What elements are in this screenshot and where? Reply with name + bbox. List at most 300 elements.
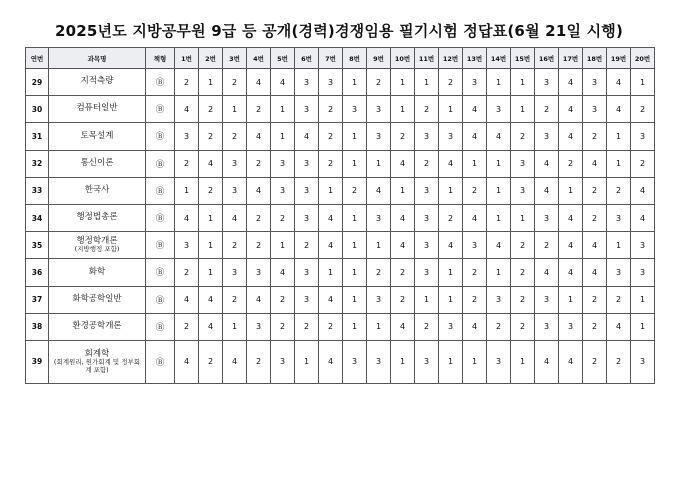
booklet-type: Ⓑ bbox=[146, 204, 175, 231]
answer-cell: 1 bbox=[487, 150, 511, 177]
answer-cell: 2 bbox=[607, 177, 631, 204]
answer-cell: 2 bbox=[199, 96, 223, 123]
answer-cell: 2 bbox=[391, 259, 415, 286]
subject-id: 29 bbox=[26, 69, 49, 96]
answer-cell: 1 bbox=[607, 123, 631, 150]
answer-cell: 1 bbox=[487, 69, 511, 96]
answer-cell: 3 bbox=[319, 69, 343, 96]
answer-cell: 2 bbox=[583, 204, 607, 231]
answer-cell: 4 bbox=[583, 259, 607, 286]
answer-cell: 2 bbox=[343, 177, 367, 204]
answer-cell: 1 bbox=[343, 69, 367, 96]
answer-cell: 2 bbox=[319, 96, 343, 123]
answer-cell: 3 bbox=[223, 259, 247, 286]
answer-cell: 3 bbox=[271, 150, 295, 177]
answer-cell: 2 bbox=[511, 259, 535, 286]
answer-cell: 4 bbox=[367, 177, 391, 204]
answer-cell: 4 bbox=[559, 340, 583, 383]
answer-cell: 4 bbox=[487, 232, 511, 259]
subject-name: 화학공학일반 bbox=[72, 293, 122, 304]
answer-cell: 4 bbox=[535, 340, 559, 383]
answer-cell: 2 bbox=[631, 150, 655, 177]
col-header-question-14: 14번 bbox=[487, 48, 511, 69]
col-header-question-13: 13번 bbox=[463, 48, 487, 69]
answer-cell: 1 bbox=[511, 96, 535, 123]
subject-name-cell bbox=[49, 340, 146, 383]
answer-cell: 3 bbox=[535, 204, 559, 231]
col-header-question-11: 11번 bbox=[415, 48, 439, 69]
answer-cell: 1 bbox=[415, 69, 439, 96]
answer-cell: 3 bbox=[487, 96, 511, 123]
table-row bbox=[26, 204, 655, 231]
answer-cell: 4 bbox=[391, 204, 415, 231]
table-row bbox=[26, 259, 655, 286]
answer-cell: 1 bbox=[343, 313, 367, 340]
subject-name-cell bbox=[49, 177, 146, 204]
answer-cell: 2 bbox=[415, 96, 439, 123]
answer-cell: 1 bbox=[607, 232, 631, 259]
answer-cell: 1 bbox=[511, 340, 535, 383]
answer-cell: 1 bbox=[391, 177, 415, 204]
answer-cell: 4 bbox=[583, 150, 607, 177]
answer-cell: 3 bbox=[631, 123, 655, 150]
answer-cell: 1 bbox=[559, 177, 583, 204]
answer-cell: 1 bbox=[439, 259, 463, 286]
answer-cell: 4 bbox=[391, 232, 415, 259]
answer-cell: 1 bbox=[463, 150, 487, 177]
answer-cell: 2 bbox=[463, 177, 487, 204]
answer-cell: 1 bbox=[487, 204, 511, 231]
table-row bbox=[26, 123, 655, 150]
answer-cell: 2 bbox=[535, 232, 559, 259]
answer-cell: 3 bbox=[247, 259, 271, 286]
answer-cell: 1 bbox=[343, 123, 367, 150]
subject-id: 32 bbox=[26, 150, 49, 177]
answer-cell: 4 bbox=[175, 286, 199, 313]
subject-name: 한국사 bbox=[84, 184, 110, 195]
answer-cell: 2 bbox=[247, 150, 271, 177]
answer-cell: 2 bbox=[511, 123, 535, 150]
answer-cell: 4 bbox=[271, 259, 295, 286]
answer-cell: 2 bbox=[511, 232, 535, 259]
answer-cell: 2 bbox=[511, 286, 535, 313]
answer-cell: 4 bbox=[319, 232, 343, 259]
answer-cell: 2 bbox=[247, 232, 271, 259]
answer-cell: 3 bbox=[511, 177, 535, 204]
answer-cell: 1 bbox=[343, 150, 367, 177]
booklet-type: Ⓑ bbox=[146, 286, 175, 313]
answer-cell: 3 bbox=[607, 259, 631, 286]
answer-cell: 2 bbox=[247, 204, 271, 231]
subject-name: 통신이론 bbox=[80, 157, 114, 168]
answer-cell: 1 bbox=[295, 340, 319, 383]
col-header-question-3: 3번 bbox=[223, 48, 247, 69]
answer-cell: 4 bbox=[463, 96, 487, 123]
subject-id: 36 bbox=[26, 259, 49, 286]
answer-cell: 3 bbox=[415, 259, 439, 286]
answer-cell: 2 bbox=[271, 204, 295, 231]
answer-cell: 1 bbox=[631, 313, 655, 340]
answer-cell: 4 bbox=[559, 232, 583, 259]
booklet-type: Ⓑ bbox=[146, 150, 175, 177]
col-header-question-16: 16번 bbox=[535, 48, 559, 69]
col-header-question-1: 1번 bbox=[175, 48, 199, 69]
answer-cell: 1 bbox=[631, 69, 655, 96]
answer-cell: 1 bbox=[511, 69, 535, 96]
answer-cell: 4 bbox=[247, 177, 271, 204]
answer-cell: 2 bbox=[319, 150, 343, 177]
table-row bbox=[26, 232, 655, 259]
subject-name: 환경공학개론 bbox=[72, 320, 122, 331]
answer-cell: 1 bbox=[271, 96, 295, 123]
subject-name: 화학 bbox=[88, 266, 106, 277]
answer-cell: 1 bbox=[223, 313, 247, 340]
answer-cell: 3 bbox=[295, 286, 319, 313]
answer-cell: 4 bbox=[247, 123, 271, 150]
answer-cell: 2 bbox=[583, 123, 607, 150]
col-header-booklet: 책형 bbox=[146, 48, 175, 69]
subject-name-cell bbox=[49, 69, 146, 96]
subject-id: 33 bbox=[26, 177, 49, 204]
answer-cell: 1 bbox=[391, 96, 415, 123]
subject-name-cell bbox=[49, 96, 146, 123]
subject-id: 35 bbox=[26, 232, 49, 259]
col-header-question-7: 7번 bbox=[319, 48, 343, 69]
answer-cell: 4 bbox=[607, 69, 631, 96]
answer-cell: 3 bbox=[511, 150, 535, 177]
header-row bbox=[26, 48, 655, 69]
answer-cell: 4 bbox=[247, 286, 271, 313]
col-header-question-9: 9번 bbox=[367, 48, 391, 69]
answer-cell: 4 bbox=[175, 96, 199, 123]
answer-cell: 1 bbox=[367, 313, 391, 340]
answer-cell: 3 bbox=[463, 69, 487, 96]
answer-cell: 1 bbox=[271, 123, 295, 150]
answer-cell: 3 bbox=[295, 177, 319, 204]
answer-cell: 2 bbox=[175, 313, 199, 340]
answer-cell: 3 bbox=[631, 259, 655, 286]
answer-cell: 4 bbox=[559, 123, 583, 150]
answer-cell: 1 bbox=[343, 259, 367, 286]
booklet-type: Ⓑ bbox=[146, 123, 175, 150]
table-row bbox=[26, 177, 655, 204]
answer-cell: 3 bbox=[367, 340, 391, 383]
answer-cell: 3 bbox=[343, 96, 367, 123]
answer-cell: 2 bbox=[463, 286, 487, 313]
answer-cell: 1 bbox=[319, 259, 343, 286]
answer-cell: 1 bbox=[199, 204, 223, 231]
answer-cell: 1 bbox=[343, 232, 367, 259]
answer-cell: 1 bbox=[271, 232, 295, 259]
subject-name: 컴퓨터일반 bbox=[76, 103, 118, 114]
answer-cell: 4 bbox=[607, 313, 631, 340]
subject-name: 행정법총론 bbox=[76, 212, 118, 223]
answer-cell: 2 bbox=[535, 96, 559, 123]
answer-cell: 1 bbox=[343, 204, 367, 231]
answer-cell: 2 bbox=[463, 259, 487, 286]
col-header-question-10: 10번 bbox=[391, 48, 415, 69]
answer-cell: 3 bbox=[175, 232, 199, 259]
answer-cell: 3 bbox=[223, 177, 247, 204]
booklet-type: Ⓑ bbox=[146, 69, 175, 96]
answer-cell: 2 bbox=[415, 150, 439, 177]
answer-cell: 1 bbox=[511, 204, 535, 231]
answer-cell: 2 bbox=[511, 313, 535, 340]
answer-cell: 4 bbox=[439, 150, 463, 177]
subject-id: 37 bbox=[26, 286, 49, 313]
answer-cell: 1 bbox=[391, 340, 415, 383]
answer-cell: 2 bbox=[583, 177, 607, 204]
answer-cell: 2 bbox=[271, 313, 295, 340]
answer-cell: 2 bbox=[223, 286, 247, 313]
subject-name: 토목설계 bbox=[80, 130, 114, 141]
table-body bbox=[26, 69, 655, 384]
col-header-question-17: 17번 bbox=[559, 48, 583, 69]
answer-cell: 2 bbox=[175, 259, 199, 286]
answer-cell: 2 bbox=[199, 123, 223, 150]
answer-cell: 3 bbox=[367, 204, 391, 231]
subject-id: 38 bbox=[26, 313, 49, 340]
subject-name-cell bbox=[49, 259, 146, 286]
answer-cell: 1 bbox=[487, 177, 511, 204]
answer-cell: 4 bbox=[631, 204, 655, 231]
answer-cell: 2 bbox=[175, 69, 199, 96]
answer-cell: 1 bbox=[343, 286, 367, 313]
answer-cell: 4 bbox=[319, 204, 343, 231]
answer-cell: 4 bbox=[463, 204, 487, 231]
answer-cell: 3 bbox=[439, 313, 463, 340]
answer-cell: 2 bbox=[607, 286, 631, 313]
answer-cell: 4 bbox=[559, 96, 583, 123]
answer-cell: 4 bbox=[559, 259, 583, 286]
answer-cell: 2 bbox=[295, 313, 319, 340]
answer-cell: 2 bbox=[271, 286, 295, 313]
subject-name-cell bbox=[49, 313, 146, 340]
answer-cell: 3 bbox=[631, 232, 655, 259]
answer-cell: 2 bbox=[607, 340, 631, 383]
answer-cell: 1 bbox=[415, 286, 439, 313]
answer-cell: 3 bbox=[295, 259, 319, 286]
col-header-question-8: 8번 bbox=[343, 48, 367, 69]
answer-cell: 2 bbox=[199, 177, 223, 204]
answer-cell: 1 bbox=[439, 177, 463, 204]
table-row bbox=[26, 340, 655, 383]
subject-name-cell bbox=[49, 150, 146, 177]
answer-cell: 4 bbox=[439, 232, 463, 259]
answer-cell: 4 bbox=[535, 259, 559, 286]
col-header-question-12: 12번 bbox=[439, 48, 463, 69]
answer-cell: 1 bbox=[391, 69, 415, 96]
col-header-question-5: 5번 bbox=[271, 48, 295, 69]
col-header-question-20: 20번 bbox=[631, 48, 655, 69]
answer-cell: 2 bbox=[367, 259, 391, 286]
answer-cell: 3 bbox=[295, 96, 319, 123]
page-title: 2025년도 지방공무원 9급 등 공개(경력)경쟁임용 필기시험 정답표(6월 21일 시행) bbox=[54, 22, 624, 40]
answer-cell: 3 bbox=[535, 69, 559, 96]
answer-cell: 3 bbox=[535, 286, 559, 313]
answer-cell: 1 bbox=[487, 259, 511, 286]
answer-cell: 4 bbox=[559, 204, 583, 231]
subject-id: 30 bbox=[26, 96, 49, 123]
answer-cell: 2 bbox=[631, 96, 655, 123]
subject-name: 지적측량 bbox=[80, 76, 114, 87]
col-header-subject-id: 연번 bbox=[26, 48, 49, 69]
answer-cell: 2 bbox=[583, 286, 607, 313]
booklet-type: Ⓑ bbox=[146, 340, 175, 383]
answer-cell: 3 bbox=[415, 232, 439, 259]
answer-cell: 4 bbox=[535, 150, 559, 177]
subject-name-cell bbox=[49, 232, 146, 259]
answer-cell: 2 bbox=[223, 123, 247, 150]
answer-cell: 3 bbox=[415, 177, 439, 204]
answer-cell: 3 bbox=[535, 313, 559, 340]
booklet-type: Ⓑ bbox=[146, 96, 175, 123]
answer-cell: 1 bbox=[223, 96, 247, 123]
answer-cell: 4 bbox=[175, 204, 199, 231]
answer-cell: 4 bbox=[199, 286, 223, 313]
answer-cell: 3 bbox=[487, 286, 511, 313]
answer-cell: 3 bbox=[367, 96, 391, 123]
answer-cell: 4 bbox=[583, 232, 607, 259]
answer-cell: 3 bbox=[271, 340, 295, 383]
answer-cell: 2 bbox=[223, 232, 247, 259]
answer-cell: 2 bbox=[247, 340, 271, 383]
answer-cell: 3 bbox=[535, 123, 559, 150]
subject-id: 34 bbox=[26, 204, 49, 231]
subject-name-cell bbox=[49, 123, 146, 150]
answer-cell: 3 bbox=[271, 177, 295, 204]
answer-cell: 2 bbox=[319, 123, 343, 150]
answer-cell: 1 bbox=[367, 150, 391, 177]
answer-cell: 1 bbox=[199, 259, 223, 286]
answer-cell: 2 bbox=[247, 96, 271, 123]
answer-cell: 3 bbox=[295, 204, 319, 231]
table-row bbox=[26, 96, 655, 123]
answer-cell: 2 bbox=[583, 313, 607, 340]
answer-cell: 2 bbox=[199, 340, 223, 383]
answer-cell: 4 bbox=[295, 123, 319, 150]
answer-cell: 4 bbox=[463, 123, 487, 150]
answer-cell: 3 bbox=[415, 204, 439, 231]
answer-cell: 4 bbox=[319, 340, 343, 383]
answer-cell: 3 bbox=[415, 340, 439, 383]
answer-cell: 1 bbox=[199, 69, 223, 96]
answer-cell: 4 bbox=[487, 123, 511, 150]
answer-cell: 4 bbox=[631, 177, 655, 204]
booklet-type: Ⓑ bbox=[146, 259, 175, 286]
answer-cell: 4 bbox=[319, 286, 343, 313]
answer-cell: 2 bbox=[415, 313, 439, 340]
answer-cell: 2 bbox=[583, 340, 607, 383]
col-header-question-19: 19번 bbox=[607, 48, 631, 69]
subject-name-cell bbox=[49, 286, 146, 313]
col-header-subject-name: 과목명 bbox=[49, 48, 146, 69]
answer-table bbox=[25, 47, 655, 384]
table-row bbox=[26, 313, 655, 340]
subject-name-note: (지방행정 포함) bbox=[74, 245, 120, 254]
answer-cell: 3 bbox=[223, 150, 247, 177]
answer-cell: 3 bbox=[607, 204, 631, 231]
col-header-question-2: 2번 bbox=[199, 48, 223, 69]
answer-cell: 3 bbox=[367, 286, 391, 313]
col-header-question-6: 6번 bbox=[295, 48, 319, 69]
answer-cell: 2 bbox=[391, 123, 415, 150]
answer-cell: 4 bbox=[175, 340, 199, 383]
answer-cell: 2 bbox=[559, 150, 583, 177]
subject-name-cell bbox=[49, 204, 146, 231]
answer-cell: 3 bbox=[631, 340, 655, 383]
answer-cell: 3 bbox=[247, 313, 271, 340]
answer-cell: 1 bbox=[607, 150, 631, 177]
answer-cell: 1 bbox=[463, 340, 487, 383]
answer-cell: 3 bbox=[463, 232, 487, 259]
answer-cell: 3 bbox=[343, 340, 367, 383]
answer-cell: 1 bbox=[439, 96, 463, 123]
answer-cell: 3 bbox=[559, 313, 583, 340]
answer-cell: 2 bbox=[487, 313, 511, 340]
answer-cell: 1 bbox=[367, 232, 391, 259]
booklet-type: Ⓑ bbox=[146, 232, 175, 259]
answer-cell: 4 bbox=[199, 150, 223, 177]
subject-name-note: (회계원리, 원가회계 및 정부회계 포함) bbox=[53, 358, 141, 374]
answer-cell: 4 bbox=[535, 177, 559, 204]
booklet-type: Ⓑ bbox=[146, 177, 175, 204]
answer-cell: 2 bbox=[223, 69, 247, 96]
answer-cell: 3 bbox=[295, 69, 319, 96]
table-row bbox=[26, 286, 655, 313]
answer-cell: 1 bbox=[175, 177, 199, 204]
answer-cell: 3 bbox=[583, 69, 607, 96]
answer-cell: 3 bbox=[487, 340, 511, 383]
col-header-question-18: 18번 bbox=[583, 48, 607, 69]
answer-cell: 3 bbox=[295, 150, 319, 177]
subject-id: 39 bbox=[26, 340, 49, 383]
subject-name: 회계학 bbox=[84, 348, 110, 359]
answer-cell: 4 bbox=[607, 96, 631, 123]
col-header-question-4: 4번 bbox=[247, 48, 271, 69]
answer-cell: 4 bbox=[391, 313, 415, 340]
answer-cell: 3 bbox=[439, 123, 463, 150]
answer-cell: 1 bbox=[199, 232, 223, 259]
answer-cell: 1 bbox=[439, 340, 463, 383]
answer-cell: 3 bbox=[175, 123, 199, 150]
answer-cell: 3 bbox=[415, 123, 439, 150]
table-row bbox=[26, 69, 655, 96]
answer-cell: 4 bbox=[271, 69, 295, 96]
answer-cell: 2 bbox=[367, 69, 391, 96]
answer-cell: 2 bbox=[391, 286, 415, 313]
col-header-question-15: 15번 bbox=[511, 48, 535, 69]
answer-cell: 4 bbox=[391, 150, 415, 177]
answer-cell: 2 bbox=[319, 313, 343, 340]
answer-cell: 4 bbox=[223, 340, 247, 383]
answer-cell: 4 bbox=[559, 69, 583, 96]
answer-cell: 2 bbox=[439, 69, 463, 96]
answer-cell: 1 bbox=[439, 286, 463, 313]
answer-cell: 4 bbox=[247, 69, 271, 96]
subject-id: 31 bbox=[26, 123, 49, 150]
answer-cell: 1 bbox=[559, 286, 583, 313]
answer-cell: 4 bbox=[223, 204, 247, 231]
subject-name: 행정학개론 bbox=[76, 235, 118, 246]
answer-cell: 2 bbox=[175, 150, 199, 177]
answer-cell: 1 bbox=[319, 177, 343, 204]
answer-cell: 3 bbox=[367, 123, 391, 150]
answer-cell: 1 bbox=[631, 286, 655, 313]
booklet-type: Ⓑ bbox=[146, 313, 175, 340]
answer-cell: 4 bbox=[199, 313, 223, 340]
answer-cell: 3 bbox=[583, 96, 607, 123]
